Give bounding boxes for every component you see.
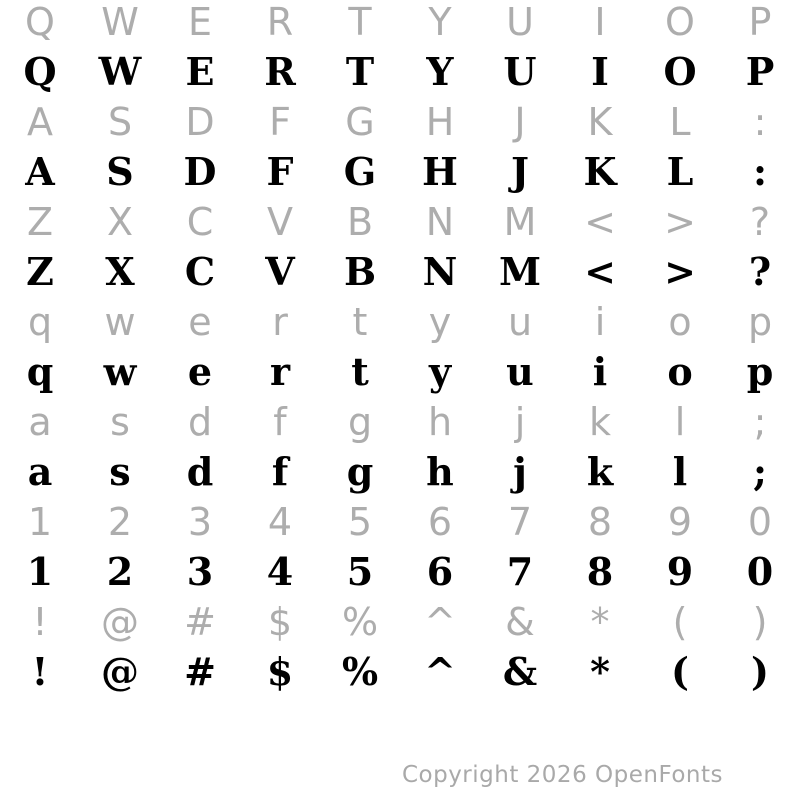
glyph-cell: : (752, 149, 768, 194)
glyph-cell: q (26, 349, 54, 394)
glyph-cell: P (745, 49, 775, 94)
glyph-cell: # (184, 649, 216, 694)
specimen-row-3-light (0, 97, 800, 147)
specimen-row-8-bold (0, 347, 800, 397)
glyph-cell: < (584, 200, 616, 244)
glyph-cell: a (28, 400, 52, 444)
specimen-row-9-light (0, 397, 800, 447)
glyph-cell: D (185, 100, 215, 144)
glyph-cell: R (264, 49, 296, 94)
glyph-cell: $ (267, 600, 293, 644)
glyph-cell: 2 (107, 500, 133, 544)
glyph-cell: W (101, 0, 139, 44)
glyph-cell: C (186, 200, 214, 244)
glyph-cell: J (511, 149, 529, 194)
specimen-row-4-bold (0, 147, 800, 197)
specimen-row-1-light (0, 0, 800, 47)
glyph-cell: g (347, 400, 373, 444)
glyph-cell: k (588, 400, 611, 444)
glyph-cell: i (592, 349, 608, 394)
glyph-cell: e (188, 300, 212, 344)
glyph-cell: ! (31, 649, 49, 694)
glyph-cell: O (665, 0, 695, 44)
glyph-cell: ( (671, 649, 689, 694)
glyph-cell: B (346, 200, 374, 244)
specimen-row-12-bold (0, 547, 800, 597)
glyph-cell: f (271, 449, 289, 494)
glyph-cell: : (753, 100, 767, 144)
specimen-row-6-bold (0, 247, 800, 297)
glyph-cell: j (513, 449, 527, 494)
glyph-cell: M (498, 249, 542, 294)
glyph-cell: 9 (666, 549, 694, 594)
glyph-cell: A (27, 100, 53, 144)
glyph-cell: Q (25, 0, 55, 44)
glyph-cell: V (265, 249, 295, 294)
glyph-cell: B (343, 249, 377, 294)
glyph-cell: Q (23, 49, 57, 94)
glyph-cell: % (341, 649, 379, 694)
glyph-cell: a (27, 449, 53, 494)
glyph-cell: k (586, 449, 614, 494)
glyph-cell: 4 (266, 549, 294, 594)
glyph-cell: ^ (424, 649, 456, 694)
glyph-cell: s (109, 449, 131, 494)
glyph-cell: @ (101, 600, 139, 644)
glyph-cell: J (514, 100, 526, 144)
glyph-cell: G (345, 100, 375, 144)
glyph-cell: 3 (186, 549, 214, 594)
glyph-cell: E (185, 49, 215, 94)
glyph-cell: d (186, 449, 214, 494)
glyph-cell: t (351, 349, 369, 394)
glyph-cell: 1 (26, 549, 54, 594)
specimen-row-2-bold (0, 47, 800, 97)
glyph-cell: K (583, 149, 617, 194)
specimen-row-13-light (0, 597, 800, 647)
glyph-cell: 4 (267, 500, 293, 544)
glyph-cell: U (506, 0, 534, 44)
glyph-cell: g (346, 449, 374, 494)
glyph-cell: 5 (347, 500, 373, 544)
specimen-row-7-light (0, 297, 800, 347)
glyph-cell: l (674, 400, 686, 444)
specimen-row-14-bold (0, 647, 800, 697)
glyph-cell: X (105, 249, 135, 294)
glyph-cell: L (666, 149, 694, 194)
glyph-cell: 1 (27, 500, 53, 544)
glyph-cell: 0 (747, 500, 773, 544)
glyph-cell: ; (752, 449, 768, 494)
specimen-row-5-light (0, 197, 800, 247)
glyph-cell: q (27, 300, 53, 344)
glyph-cell: * (590, 649, 610, 694)
glyph-cell: W (98, 49, 142, 94)
glyph-cell: y (428, 300, 452, 344)
glyph-cell: F (269, 100, 291, 144)
glyph-cell: T (345, 49, 375, 94)
glyph-cell: S (106, 149, 134, 194)
glyph-cell: w (104, 300, 136, 344)
glyph-cell: ^ (424, 600, 456, 644)
glyph-cell: 7 (506, 549, 534, 594)
glyph-cell: l (672, 449, 688, 494)
glyph-cell: < (584, 249, 616, 294)
glyph-cell: 5 (346, 549, 374, 594)
glyph-cell: L (669, 100, 691, 144)
glyph-cell: M (503, 200, 537, 244)
glyph-cell: j (514, 400, 526, 444)
glyph-cell: Y (428, 0, 452, 44)
glyph-cell: H (422, 149, 458, 194)
glyph-cell: 0 (746, 549, 774, 594)
glyph-cell: C (184, 249, 216, 294)
glyph-cell: ; (753, 400, 767, 444)
specimen-row-11-light (0, 497, 800, 547)
glyph-cell: S (107, 100, 133, 144)
glyph-cell: % (341, 600, 379, 644)
glyph-cell: ( (672, 600, 688, 644)
glyph-cell: t (352, 300, 368, 344)
glyph-cell: H (425, 100, 455, 144)
glyph-cell: O (663, 49, 697, 94)
glyph-cell: p (746, 349, 774, 394)
glyph-cell: 8 (586, 549, 614, 594)
glyph-cell: 9 (667, 500, 693, 544)
glyph-cell: w (103, 349, 137, 394)
glyph-cell: E (187, 0, 212, 44)
glyph-cell: ? (749, 200, 771, 244)
glyph-cell: y (428, 349, 452, 394)
glyph-cell: A (25, 149, 55, 194)
glyph-cell: D (183, 149, 217, 194)
glyph-cell: o (668, 300, 692, 344)
glyph-cell: Z (26, 200, 54, 244)
glyph-cell: f (273, 400, 287, 444)
glyph-cell: > (664, 200, 696, 244)
glyph-cell: p (747, 300, 773, 344)
glyph-cell: I (594, 0, 606, 44)
glyph-cell: @ (101, 649, 139, 694)
glyph-cell: K (587, 100, 613, 144)
glyph-cell: V (267, 200, 293, 244)
copyright-text: Copyright 2026 OpenFonts (401, 762, 723, 788)
glyph-cell: r (272, 300, 288, 344)
glyph-cell: P (748, 0, 772, 44)
glyph-cell: 6 (426, 549, 454, 594)
glyph-cell: $ (266, 649, 294, 694)
glyph-cell: F (266, 149, 294, 194)
glyph-cell: G (343, 149, 377, 194)
glyph-cell: X (106, 200, 134, 244)
glyph-cell: h (426, 449, 454, 494)
glyph-cell: 2 (106, 549, 134, 594)
glyph-cell: & (502, 649, 538, 694)
glyph-cell: ? (748, 249, 772, 294)
glyph-cell: 7 (507, 500, 533, 544)
glyph-cell: d (187, 400, 213, 444)
glyph-cell: u (506, 349, 534, 394)
glyph-cell: r (269, 349, 291, 394)
glyph-cell: 8 (587, 500, 613, 544)
glyph-cell: Z (26, 249, 54, 294)
glyph-cell: ! (32, 600, 48, 644)
glyph-cell: * (590, 600, 610, 644)
glyph-cell: R (266, 0, 294, 44)
glyph-cell: e (187, 349, 213, 394)
glyph-cell: N (425, 200, 455, 244)
glyph-cell: o (667, 349, 693, 394)
glyph-cell: I (591, 49, 609, 94)
glyph-cell: 6 (427, 500, 453, 544)
glyph-cell: & (505, 600, 535, 644)
glyph-cell: h (427, 400, 453, 444)
glyph-cell: U (503, 49, 537, 94)
glyph-cell: ) (752, 600, 768, 644)
glyph-cell: ) (751, 649, 769, 694)
glyph-cell: > (664, 249, 696, 294)
glyph-cell: i (594, 300, 606, 344)
glyph-cell: Y (426, 49, 454, 94)
glyph-cell: T (348, 0, 372, 44)
glyph-cell: # (184, 600, 216, 644)
glyph-cell: s (110, 400, 130, 444)
specimen-row-10-bold (0, 447, 800, 497)
glyph-cell: N (422, 249, 458, 294)
glyph-cell: u (507, 300, 533, 344)
glyph-cell: 3 (187, 500, 213, 544)
